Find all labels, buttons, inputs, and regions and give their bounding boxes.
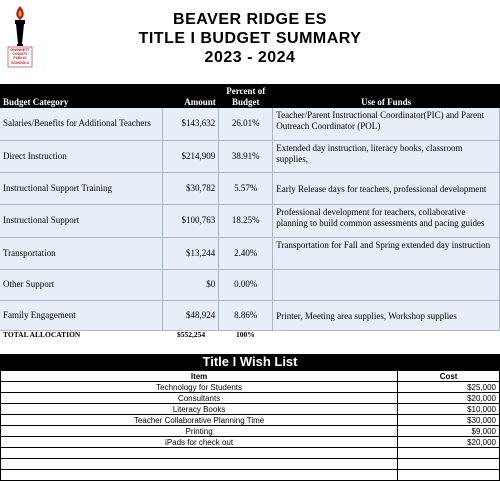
- list-item: [1, 426, 500, 437]
- row-percent: 8.86%: [219, 300, 273, 330]
- wish-header-row: [1, 371, 500, 382]
- table-row: [0, 140, 500, 172]
- wish-cost: $20,000: [398, 437, 500, 448]
- list-item: [1, 382, 500, 393]
- row-amount: $100,763: [163, 204, 219, 237]
- row-amount: $48,924: [163, 300, 219, 330]
- wish-item: Technology for Students: [1, 382, 398, 393]
- page-header: [0, 10, 500, 67]
- page-title: TITLE I BUDGET SUMMARY: [138, 30, 362, 47]
- row-category: Instructional Support Training: [0, 172, 163, 204]
- budget-header-row: [0, 84, 500, 108]
- list-item: [1, 448, 500, 459]
- table-row: [0, 172, 500, 204]
- row-category: Instructional Support: [0, 204, 163, 237]
- row-percent: 0.00%: [219, 269, 273, 300]
- school-name: BEAVER RIDGE ES: [173, 11, 327, 28]
- total-allocation-percent: 100%: [236, 330, 255, 339]
- row-category: Other Support: [0, 269, 163, 300]
- wish-cost: [398, 459, 500, 470]
- wish-item: Consultants: [1, 393, 398, 404]
- list-item: [1, 437, 500, 448]
- wish-item: Printing: [1, 426, 398, 437]
- wish-cost: $30,000: [398, 415, 500, 426]
- row-use-of-funds: Printer, Meeting area supplies, Workshop supplies: [273, 300, 500, 330]
- wish-list-title: Title I Wish List: [0, 354, 500, 370]
- table-row: [0, 269, 500, 300]
- row-use-of-funds: Professional development for teachers, collaborative planning to build common assessments and pacing guides: [273, 204, 500, 237]
- header-use-of-funds: Use of Funds: [273, 84, 500, 108]
- wish-cost: $20,000: [398, 393, 500, 404]
- row-use-of-funds: Teacher/Parent Instructional Coordinator(PIC) and Parent Outreach Coordinator (POL): [273, 108, 500, 140]
- row-percent: 38.91%: [219, 140, 273, 172]
- header-item: Item: [1, 371, 398, 382]
- wish-item: Teacher Collaborative Planning Time: [1, 415, 398, 426]
- row-percent: 5.57%: [219, 172, 273, 204]
- list-item: [1, 393, 500, 404]
- row-amount: $30,782: [163, 172, 219, 204]
- total-allocation-label: TOTAL ALLOCATION: [3, 330, 81, 339]
- row-amount: $214,909: [163, 140, 219, 172]
- row-use-of-funds: Transportation for Fall and Spring extended day instruction: [273, 237, 500, 269]
- logo-text: GWINNETT COUNTY PUBLIC SCHOOLS: [10, 48, 30, 65]
- row-category: Family Engagement: [0, 300, 163, 330]
- budget-table: [0, 84, 500, 331]
- wish-item: Literacy Books: [1, 404, 398, 415]
- school-year: 2023 - 2024: [204, 49, 296, 66]
- header-percent: Percent of Budget: [219, 84, 273, 108]
- header-cost: Cost: [398, 371, 500, 382]
- table-row: [0, 204, 500, 237]
- table-row: [0, 300, 500, 330]
- list-item: [1, 470, 500, 481]
- row-percent: 2.40%: [219, 237, 273, 269]
- row-percent: 18.25%: [219, 204, 273, 237]
- row-amount: $13,244: [163, 237, 219, 269]
- row-use-of-funds: Extended day instruction, literacy books, classroom supplies,: [273, 140, 500, 172]
- table-row: [0, 108, 500, 140]
- wish-cost: [398, 448, 500, 459]
- wish-cost: $9,000: [398, 426, 500, 437]
- wish-list-table: [0, 370, 500, 481]
- header-amount: Amount: [163, 84, 219, 108]
- wish-item: [1, 459, 398, 470]
- row-percent: 26.01%: [219, 108, 273, 140]
- row-category: Salaries/Benefits for Additional Teachers: [0, 108, 163, 140]
- row-use-of-funds: Early Release days for teachers, professional development: [273, 172, 500, 204]
- total-allocation-amount: $552,254: [177, 330, 206, 339]
- wish-cost: $25,000: [398, 382, 500, 393]
- wish-cost: [398, 470, 500, 481]
- table-row: [0, 237, 500, 269]
- list-item: [1, 459, 500, 470]
- list-item: [1, 415, 500, 426]
- list-item: [1, 404, 500, 415]
- row-amount: $143,632: [163, 108, 219, 140]
- row-amount: $0: [163, 269, 219, 300]
- row-use-of-funds: [273, 269, 500, 300]
- wish-item: [1, 448, 398, 459]
- wish-item: [1, 470, 398, 481]
- row-category: Direct Instruction: [0, 140, 163, 172]
- header-budget-category: Budget Category: [0, 84, 163, 108]
- row-category: Transportation: [0, 237, 163, 269]
- wish-cost: $10,000: [398, 404, 500, 415]
- wish-item: iPads for check out: [1, 437, 398, 448]
